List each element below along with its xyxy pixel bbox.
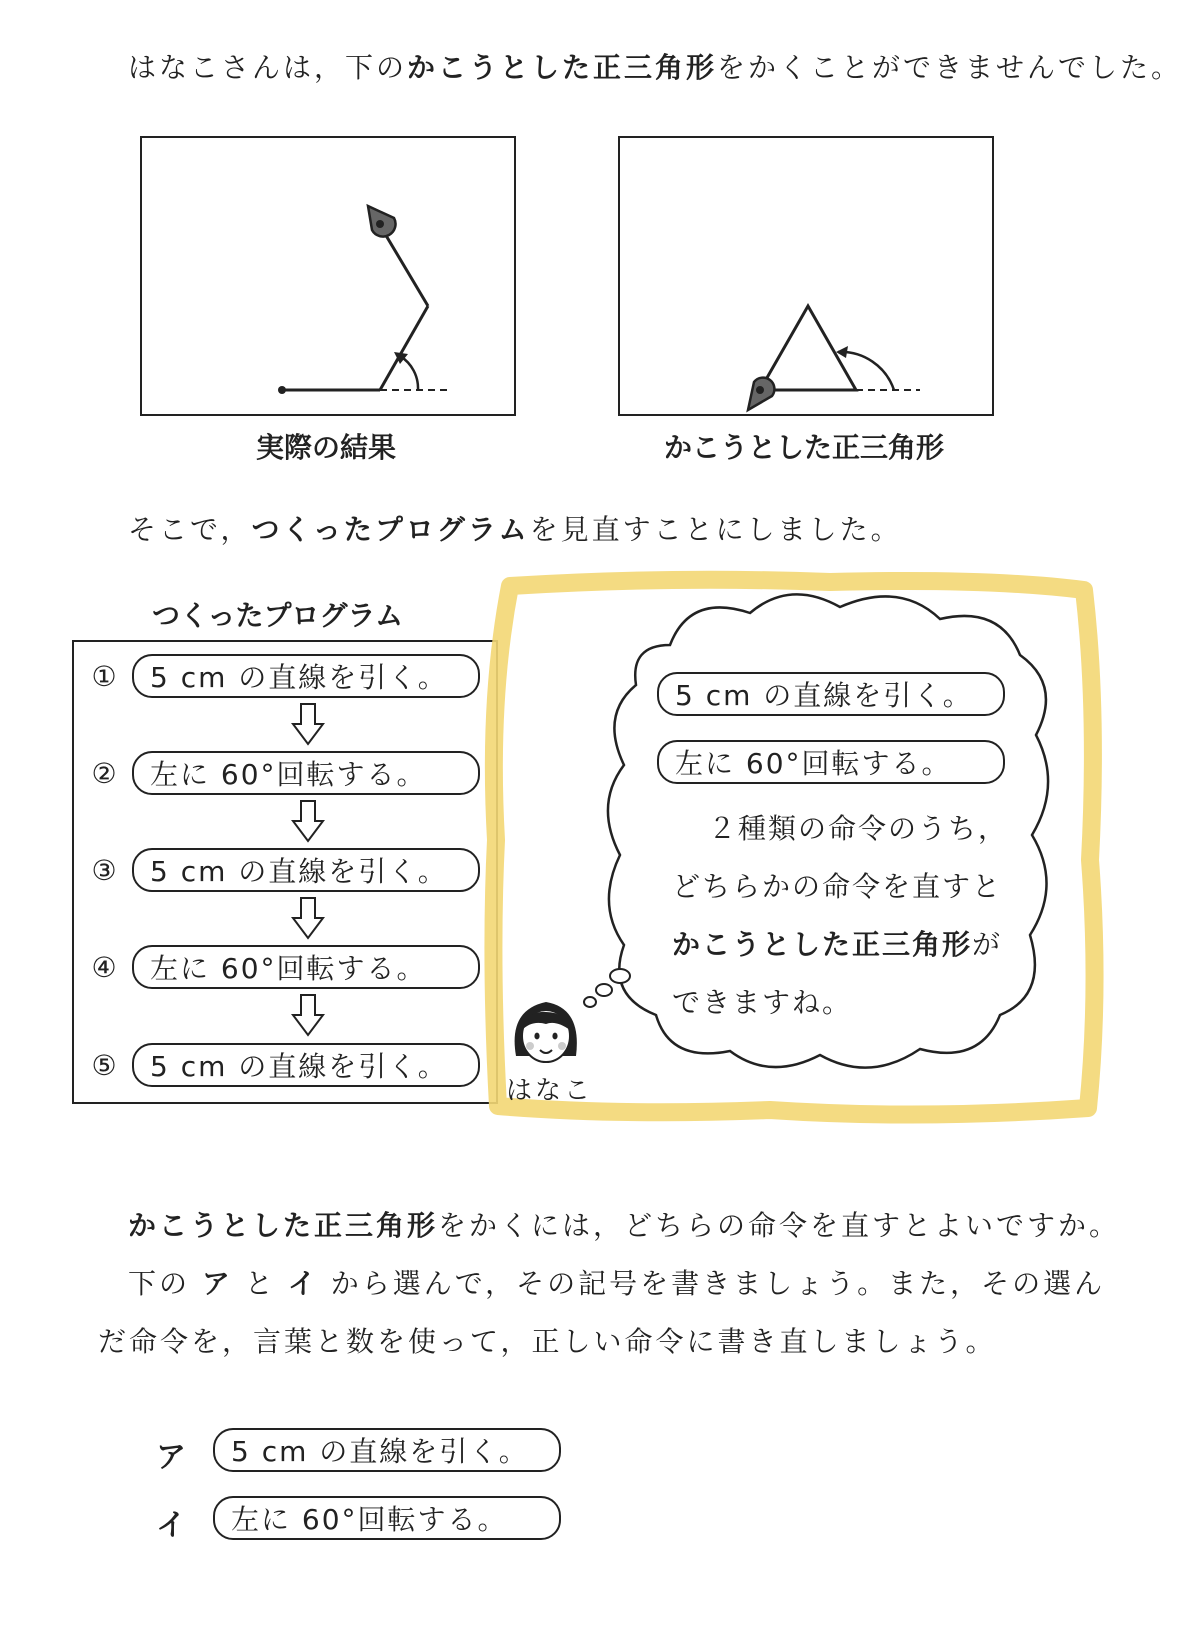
down-arrow-icon [290, 896, 326, 940]
intended-triangle-caption: かこうとした正三角形 [663, 431, 944, 464]
step-5-command: 5 cm の直線を引く。 [132, 1043, 480, 1087]
step-5-number: ⑤ [91, 1049, 117, 1082]
intro-suffix: をかくことができませんでした。 [717, 51, 1183, 84]
step-3-command: 5 cm の直線を引く。 [132, 848, 480, 892]
question-line-2-c: から選んで，その記号を書きましょう。また，その選ん [330, 1267, 1106, 1300]
step-2-number: ② [91, 757, 117, 790]
intended-triangle-figure [618, 136, 994, 416]
review-prefix: そこで， [128, 513, 252, 546]
thought-line-1: ２種類の命令のうち， [708, 812, 1009, 845]
step-4-command: 左に 60°回転する。 [132, 945, 480, 989]
step-1-number: ① [91, 660, 117, 693]
question-line-3: だ命令を，言葉と数を使って，正しい命令に書き直しましょう。 [98, 1325, 997, 1358]
intended-triangle-drawing [620, 138, 992, 414]
step-2-command: 左に 60°回転する。 [132, 751, 480, 795]
review-bold: つくったプログラム [251, 513, 530, 546]
intro-bold: かこうとした正三角形 [407, 51, 718, 84]
question-bold: かこうとした正三角形 [128, 1209, 439, 1242]
step-1-command: 5 cm の直線を引く。 [132, 654, 480, 698]
option-a-ref: ア [201, 1267, 233, 1300]
actual-result-caption: 実際の結果 [255, 431, 396, 464]
review-sentence [128, 508, 902, 548]
thought-text [672, 800, 1008, 1032]
intro-sentence [128, 46, 1182, 86]
option-b-ref: イ [287, 1267, 319, 1300]
thought-line-2: どちらかの命令を直すと [672, 870, 1003, 903]
question-line-1 [128, 1204, 1120, 1244]
thought-line-3 [672, 916, 1008, 974]
choice-b-command[interactable]: 左に 60°回転する。 [213, 1496, 561, 1540]
question-line-2-a: 下の [128, 1267, 191, 1300]
program-title: つくったプログラム [152, 599, 404, 632]
thought-command-2: 左に 60°回転する。 [657, 740, 1005, 784]
choice-a-label: ア [156, 1440, 186, 1475]
down-arrow-icon [290, 993, 326, 1037]
intro-prefix: はなこさんは，下の [128, 51, 408, 84]
speaker-name: はなこ [506, 1076, 594, 1106]
choice-b-label: イ [156, 1508, 186, 1543]
question-line-1-suffix: をかくには，どちらの命令を直すとよいですか。 [438, 1209, 1121, 1242]
thought-command-1: 5 cm の直線を引く。 [657, 672, 1005, 716]
down-arrow-icon [290, 799, 326, 843]
step-3-number: ③ [91, 854, 117, 887]
thought-line-3-bold: かこうとした正三角形 [672, 928, 973, 961]
actual-result-figure [140, 136, 516, 416]
question-line-2-b: と [244, 1267, 276, 1300]
choice-a-command[interactable]: 5 cm の直線を引く。 [213, 1428, 561, 1472]
review-suffix: を見直すことにしました。 [529, 513, 902, 546]
thought-line-4: できますね。 [672, 986, 853, 1019]
down-arrow-icon [290, 702, 326, 746]
thought-line-3-suffix: が [972, 928, 1003, 961]
step-4-number: ④ [91, 951, 117, 984]
question-line-2 [128, 1262, 1105, 1302]
actual-result-drawing [142, 138, 514, 414]
hanako-avatar [506, 990, 586, 1070]
